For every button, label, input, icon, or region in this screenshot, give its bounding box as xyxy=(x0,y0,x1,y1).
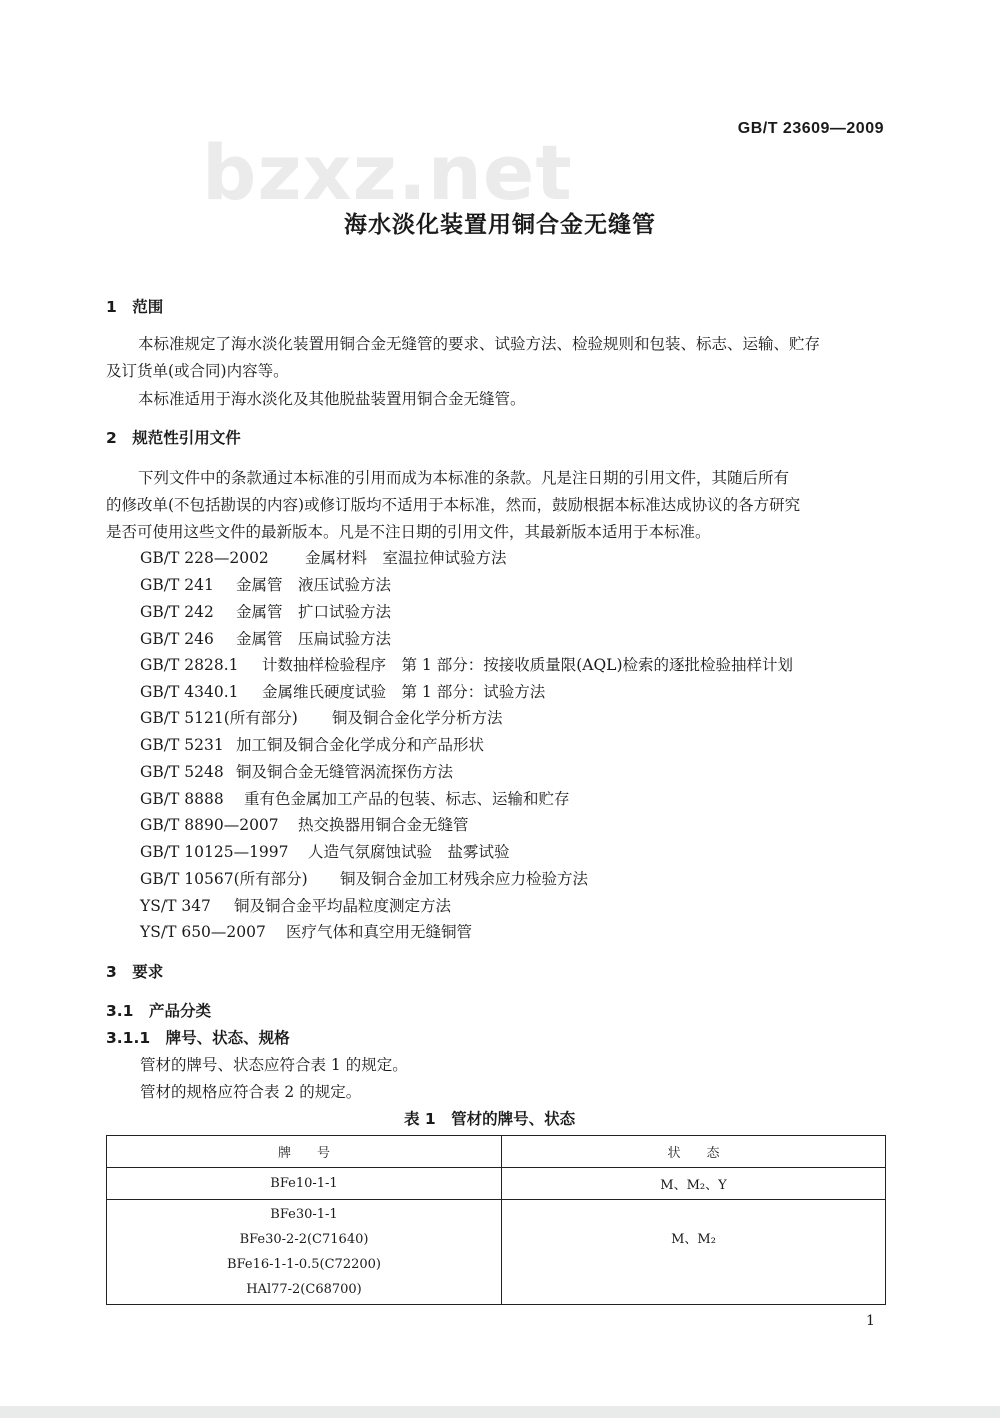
reference-item xyxy=(140,922,472,942)
section-2-heading: 2 规范性引用文件 xyxy=(106,429,241,447)
reference-code: GB/T 5121(所有部分) xyxy=(140,709,298,727)
reference-item xyxy=(140,655,793,675)
reference-code: GB/T 5248 xyxy=(140,763,224,781)
table-1-caption: 表 1 管材的牌号、状态 xyxy=(404,1110,576,1128)
reference-code: GB/T 8888 xyxy=(140,790,224,808)
reference-code: GB/T 246 xyxy=(140,630,214,648)
reference-item xyxy=(140,682,545,702)
table-cell-grade: BFe10-1-1 xyxy=(107,1168,502,1200)
reference-item xyxy=(140,762,453,782)
watermark: bzxz.net xyxy=(202,128,573,217)
table-cell-state: M、M₂ xyxy=(502,1200,886,1305)
reference-title: 铜及铜合金化学分析方法 xyxy=(332,709,503,727)
page-bottom-edge xyxy=(0,1406,1000,1418)
reference-item xyxy=(140,789,570,809)
reference-title: 重有色金属加工产品的包装、标志、运输和贮存 xyxy=(244,790,570,808)
reference-code: GB/T 10125—1997 xyxy=(140,843,289,861)
section-3-1-1-heading: 3.1.1 牌号、状态、规格 xyxy=(106,1029,290,1047)
reference-item xyxy=(140,842,510,862)
reference-title: 铜及铜合金加工材残余应力检验方法 xyxy=(340,870,589,888)
reference-code: GB/T 5231 xyxy=(140,736,224,754)
paragraph-line: 的修改单(不包括勘误的内容)或修订版均不适用于本标准，然而，鼓励根据本标准达成协议的各方研究 xyxy=(106,496,801,514)
reference-title: 金属管 扩口试验方法 xyxy=(236,603,392,621)
reference-item xyxy=(140,815,469,835)
table-cell-grade-group xyxy=(107,1200,502,1305)
reference-title: 人造气氛腐蚀试验 盐雾试验 xyxy=(308,843,510,861)
grade-item: BFe30-1-1 xyxy=(270,1207,338,1222)
paragraph-line: 本标准规定了海水淡化装置用铜合金无缝管的要求、试验方法、检验规则和包装、标志、运输、贮存 xyxy=(138,335,821,353)
reference-item xyxy=(140,708,503,728)
table-header-grade: 牌 号 xyxy=(107,1136,502,1168)
reference-code: GB/T 228—2002 xyxy=(140,549,269,567)
paragraph-line: 本标准适用于海水淡化及其他脱盐装置用铜合金无缝管。 xyxy=(138,390,526,408)
paragraph-line: 管材的牌号、状态应符合表 1 的规定。 xyxy=(140,1056,408,1074)
document-title: 海水淡化装置用铜合金无缝管 xyxy=(344,212,656,238)
grade-item: BFe30-2-2(C71640) xyxy=(239,1232,369,1247)
reference-item xyxy=(140,869,588,889)
reference-item xyxy=(140,629,391,649)
paragraph-line: 及订货单(或合同)内容等。 xyxy=(106,362,289,380)
standard-number: GB/T 23609—2009 xyxy=(737,120,884,137)
reference-title: 金属管 液压试验方法 xyxy=(236,576,392,594)
section-1-heading: 1 范围 xyxy=(106,298,164,316)
page-number: 1 xyxy=(866,1313,875,1329)
reference-item xyxy=(140,575,391,595)
section-3-1-heading: 3.1 产品分类 xyxy=(106,1002,211,1020)
paragraph-line: 是否可使用这些文件的最新版本。凡是不注日期的引用文件，其最新版本适用于本标准。 xyxy=(106,523,711,541)
reference-code: GB/T 8890—2007 xyxy=(140,816,279,834)
table-row xyxy=(107,1200,886,1305)
reference-code: YS/T 347 xyxy=(140,897,211,915)
paragraph-line: 下列文件中的条款通过本标准的引用而成为本标准的条款。凡是注日期的引用文件，其随后所有 xyxy=(138,469,790,487)
reference-code: GB/T 241 xyxy=(140,576,214,594)
reference-item xyxy=(140,735,484,755)
grade-item: BFe16-1-1-0.5(C72200) xyxy=(227,1257,381,1272)
reference-title: 金属管 压扁试验方法 xyxy=(236,630,392,648)
reference-item xyxy=(140,896,451,916)
reference-title: 铜及铜合金无缝管涡流探伤方法 xyxy=(236,763,454,781)
reference-code: GB/T 242 xyxy=(140,603,214,621)
table-1 xyxy=(106,1135,886,1305)
paragraph-line: 管材的规格应符合表 2 的规定。 xyxy=(140,1083,362,1101)
reference-code: YS/T 650—2007 xyxy=(140,923,266,941)
reference-title: 医疗气体和真空用无缝铜管 xyxy=(286,923,473,941)
reference-title: 热交换器用铜合金无缝管 xyxy=(298,816,469,834)
grade-item: HAl77-2(C68700) xyxy=(246,1282,362,1297)
reference-title: 铜及铜合金平均晶粒度测定方法 xyxy=(234,897,452,915)
reference-code: GB/T 10567(所有部分) xyxy=(140,870,308,888)
table-header-state: 状 态 xyxy=(502,1136,886,1168)
reference-code: GB/T 2828.1 xyxy=(140,656,239,674)
section-3-heading: 3 要求 xyxy=(106,963,164,981)
reference-item xyxy=(140,602,391,622)
reference-code: GB/T 4340.1 xyxy=(140,683,239,701)
reference-title: 金属材料 室温拉伸试验方法 xyxy=(305,549,507,567)
table-row xyxy=(107,1168,886,1200)
reference-title: 加工铜及铜合金化学成分和产品形状 xyxy=(236,736,485,754)
reference-title: 金属维氏硬度试验 第 1 部分：试验方法 xyxy=(262,683,546,701)
reference-title: 计数抽样检验程序 第 1 部分：按接收质量限(AQL)检索的逐批检验抽样计划 xyxy=(262,656,794,674)
table-cell-state: M、M₂、Y xyxy=(502,1168,886,1200)
reference-item xyxy=(140,548,507,568)
